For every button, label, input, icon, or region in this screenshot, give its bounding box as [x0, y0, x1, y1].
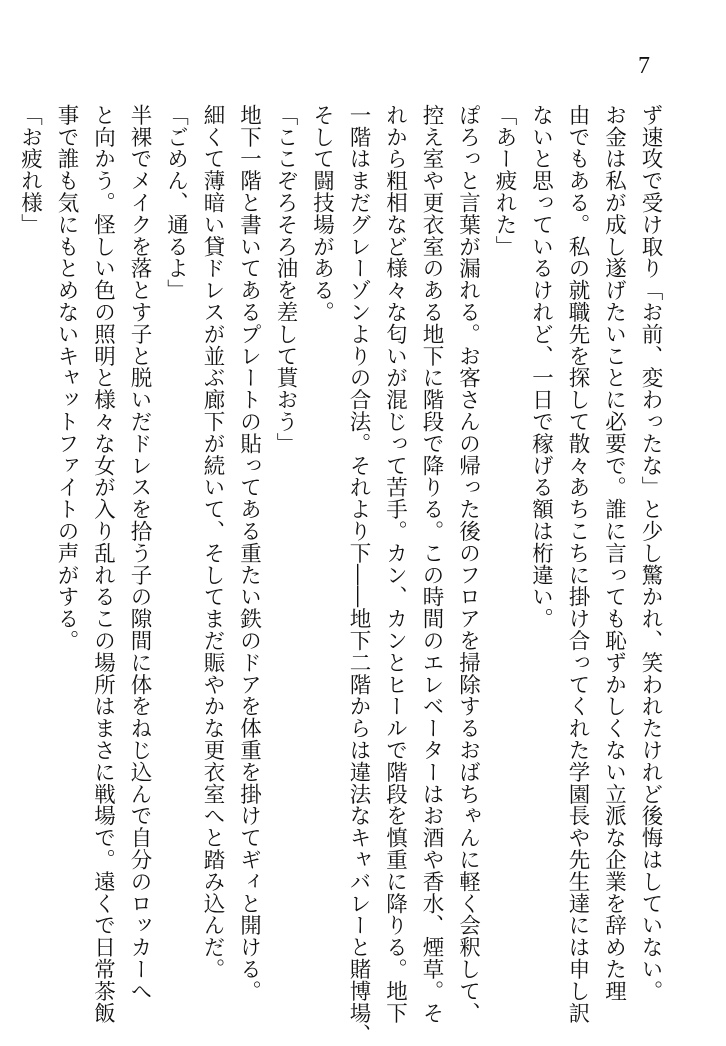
text-line: 「お疲れ様」 [17, 104, 43, 236]
text-line: 控え室や更衣室のある地下に階段で降りる。この時間のエレベーターはお酒や香水、煙草。そ [419, 104, 444, 1024]
text-line: 半裸でメイクを落とす子と脱いだドレスを拾う子の隙間に体をねじ込んで自分のロッカーへ [127, 104, 152, 1002]
page-number: 7 [638, 53, 650, 79]
text-line: そして闘技場がある。 [309, 104, 335, 323]
body-text [11, 104, 668, 1046]
text-line: れから粗相など様々な匂いが混じって苦手。カン、カンとヒールで階段を慎重に降りる。地下 [382, 104, 408, 1024]
text-line: 事で誰も気にもとめないキャットファイトの声がする。 [54, 104, 79, 652]
text-line: ず速攻で受け取り「お前、変わったな」と少し驚かれ、笑われたけれど後悔はしていない。 [638, 104, 663, 1002]
text-line: 「ごめん、通るよ」 [163, 104, 189, 302]
text-line: お金は私が成し遂げたいことに必要で。誰に言っても恥ずかしくない立派な企業を辞めた理 [601, 104, 627, 1002]
text-line: ないと思っているけれど、一日で稼げる額は桁違い。 [528, 104, 554, 630]
text-line: ぽろっと言葉が漏れる。お客さんの帰った後のフロアを掃除するおばちゃんに軽く会釈して、 [455, 104, 481, 1024]
text-line: 一階はまだグレーゾンよりの合法。それより下――地下二階からは違法なキャバレーと賭博場、 [346, 104, 371, 1046]
text-line: と向かう。怪しい色の照明と様々な女が入り乱れるこの場所はまさに戦場で。遠くで日常茶飯 [90, 104, 116, 1024]
text-line: 細くて薄暗い貸ドレスが並ぶ廊下が続いて、そしてまだ賑やかな更衣室へと踏み込んだ。 [200, 104, 225, 980]
text-line: 地下一階と書いてあるプレートの貼ってある重たい鉄のドアを体重を掛けてギィと開ける。 [236, 104, 262, 1002]
text-line: 「あー疲れた」 [492, 104, 517, 258]
text-line: 「ここぞろそろ油を差して貰おう」 [273, 104, 298, 455]
text-line: 由でもある。私の就職先を探して散々あちこちに掛け合ってくれた学園長や先生達には申し訳 [565, 104, 590, 1024]
